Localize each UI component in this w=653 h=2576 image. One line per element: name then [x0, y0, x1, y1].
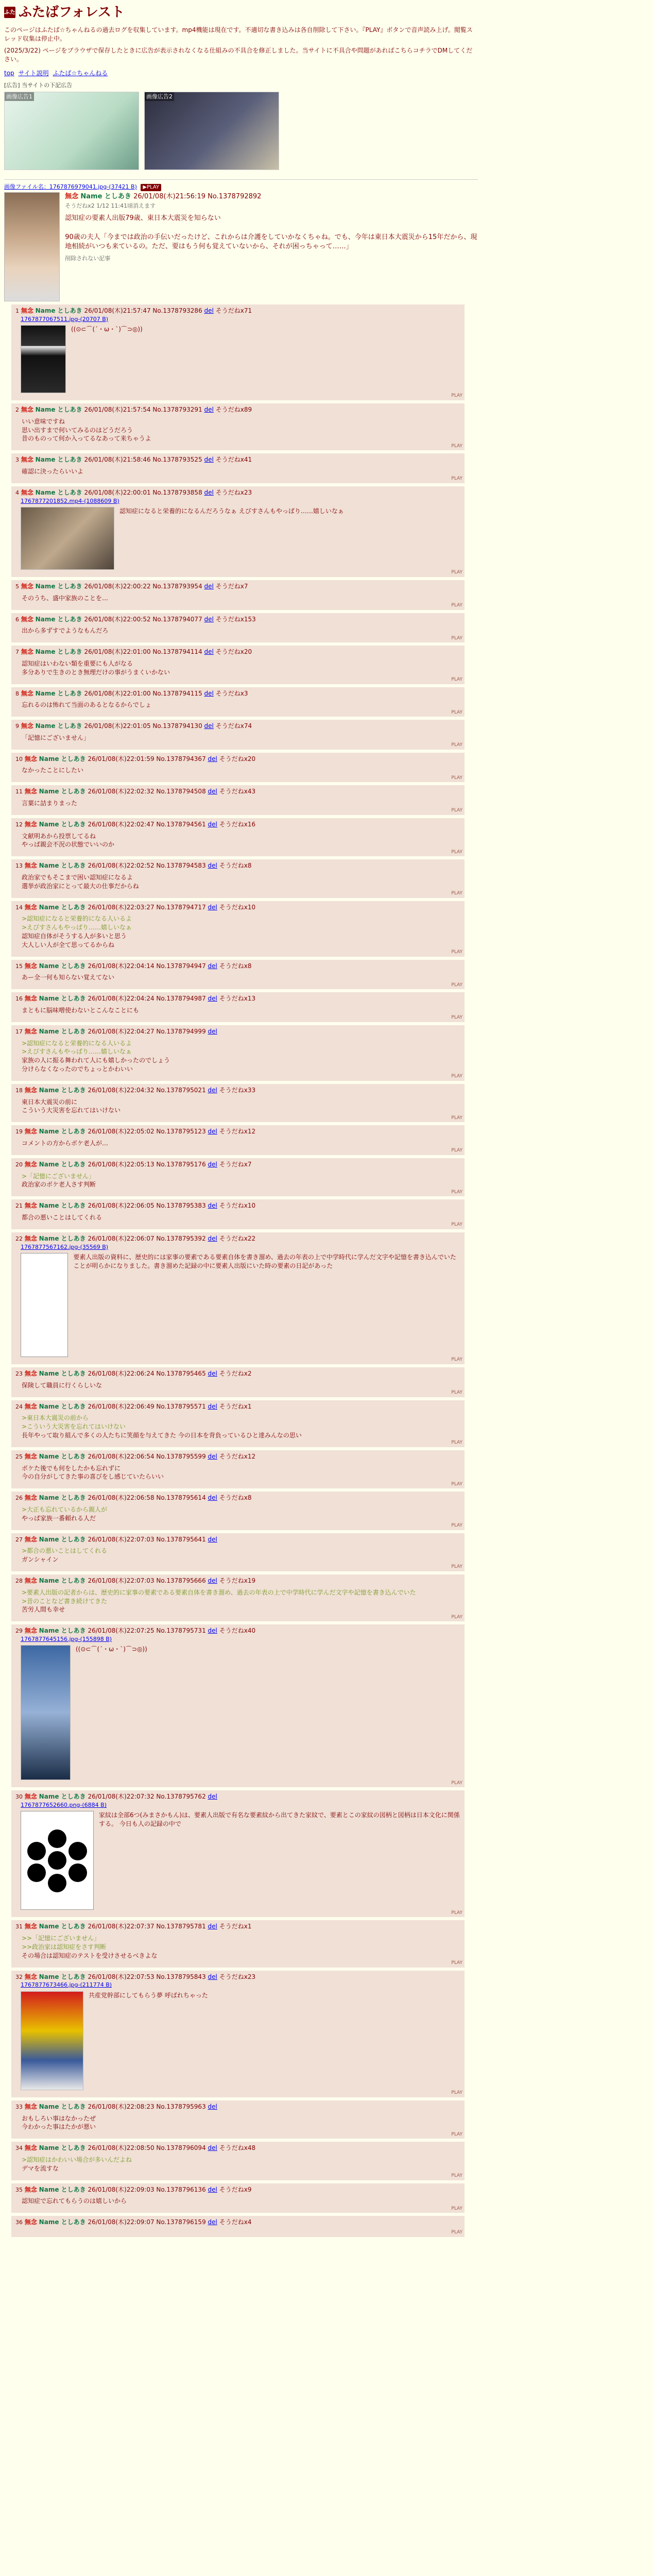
ad-banner	[4, 92, 478, 170]
delete-link[interactable]: del	[208, 788, 217, 795]
reply-meta: 19 無念 Name としあき 26/01/08(木)22:05:02 No.1378795123 del そうだねx12	[15, 1128, 256, 1136]
play-button[interactable]: PLAY	[451, 570, 462, 575]
reply-side-text: 共産党幹部にしてもらう夢 呼ばれちゃった	[89, 1991, 208, 1999]
reply-post	[11, 1232, 465, 1364]
delete-link[interactable]: del	[208, 1577, 217, 1584]
reply-meta: 28 無念 Name としあき 26/01/08(木)22:07:03 No.1378795666 del そうだねx19	[15, 1577, 256, 1584]
delete-link[interactable]: del	[208, 995, 217, 1003]
play-button[interactable]: PLAY	[451, 950, 462, 955]
op-meta: 無念 Name としあき 26/01/08(木)21:56:19 No.1378792892 そうだねx2 1/12 11:41頃消えます 認知症の要素人出版79歳、東日本大震災を知らない 90歳の夫人「今までは政治の手伝いだったけど、これからは介護をしていかなくちゃね。でも、今年は東日本大震災から15年だから、現地相続がいつも来ているの。ただ、要はもう何も覚えていないから、それが困っちゃって……」 削除されない記事	[65, 192, 477, 262]
play-button[interactable]: PLAY	[451, 709, 462, 715]
reply-file-link[interactable]: 1767877567162.jpg-(35569 B)	[21, 1243, 109, 1250]
delete-link[interactable]: del	[208, 820, 217, 828]
reply-post	[11, 1971, 465, 2097]
sodane-counter[interactable]: そうだねx12	[219, 1128, 256, 1136]
sodane-counter[interactable]: そうだねx8	[219, 862, 252, 870]
reply-body: 認知症になると栄養的になるんだろうなぁ えびすさんもやっぱり……嬉しいなぁ	[119, 507, 344, 515]
sodane-counter[interactable]: そうだねx23	[219, 1973, 256, 1980]
delete-link[interactable]: del	[208, 1923, 217, 1930]
delete-link[interactable]: del	[208, 2144, 217, 2152]
play-button[interactable]: PLAY	[451, 2173, 462, 2179]
reply-meta: 33 無念 Name としあき 26/01/08(木)22:08:23 No.1378795963 del	[15, 2103, 217, 2110]
play-badge[interactable]: ▶PLAY	[141, 184, 161, 191]
reply-meta: 1 無念 Name としあき 26/01/08(木)21:57:47 No.1378793286 del そうだねx71	[15, 307, 252, 314]
delete-link[interactable]: del	[208, 1369, 217, 1377]
play-button[interactable]: PLAY	[451, 1115, 462, 1121]
reply-file-link[interactable]: 1767877652660.png-(6884 B)	[21, 1802, 107, 1809]
reply-post	[11, 1624, 465, 1787]
play-button[interactable]: PLAY	[451, 1148, 462, 1154]
reply-meta: 25 無念 Name としあき 26/01/08(木)22:06:54 No.1378795599 del そうだねx12	[15, 1452, 256, 1460]
nav-link-top[interactable]: top	[4, 69, 14, 77]
reply-body: あー全一何も知らない覚えてない	[22, 974, 115, 981]
delete-link[interactable]: del	[204, 405, 214, 413]
reply-body: >都合の悪いことはしてくれる ガンシャイン	[22, 1547, 108, 1564]
site-header	[4, 3, 478, 22]
reply-body: なかったことにしたい	[22, 767, 84, 774]
reply-post	[11, 960, 465, 990]
delete-link[interactable]: del	[208, 962, 217, 970]
sodane-counter[interactable]: そうだねx23	[215, 488, 252, 496]
ad-image-1[interactable]: 画像広告1	[4, 92, 139, 170]
delete-link[interactable]: del	[204, 615, 214, 623]
reply-thumbnail[interactable]	[21, 1991, 83, 2090]
sodane-counter[interactable]: そうだねx41	[215, 456, 252, 464]
crest-image[interactable]	[21, 1811, 94, 1910]
intro	[4, 26, 478, 63]
play-button[interactable]: PLAY	[451, 1910, 462, 1916]
reply-post	[11, 992, 465, 1022]
sodane-counter[interactable]: そうだねx48	[219, 2144, 256, 2152]
reply-meta: 36 無念 Name としあき 26/01/08(木)22:09:07 No.1378796159 del そうだねx4	[15, 2218, 252, 2226]
reply-meta: 27 無念 Name としあき 26/01/08(木)22:07:03 No.1378795641 del	[15, 1535, 217, 1543]
reply-post	[11, 785, 465, 815]
reply-body: 言葉に詰まりまった	[22, 800, 78, 807]
reply-meta: 15 無念 Name としあき 26/01/08(木)22:04:14 No.1378794947 del そうだねx8	[15, 962, 252, 970]
reply-meta: 35 無念 Name としあき 26/01/08(木)22:09:03 No.1378796136 del そうだねx9	[15, 2185, 252, 2193]
delete-link[interactable]: del	[204, 648, 214, 656]
reply-body: ((⊙⊂⌒(´・ω・`)⌒⊃◎))	[76, 1646, 147, 1653]
reply-meta: 31 無念 Name としあき 26/01/08(木)22:07:37 No.1378795781 del そうだねx1	[15, 1923, 252, 1930]
reply-thumbnail[interactable]	[21, 507, 114, 570]
reply-post	[11, 1400, 465, 1447]
sodane-counter[interactable]: そうだねx43	[219, 788, 256, 795]
intro-text-1: このページはふたば☆ちゃんねるの過去ログを収集しています。mp4機能は現在です。不適切な書き込みは各自削除して下さい。『PLAY』ボタンで音声読み上げ。閲覧スレッド収集は停止中。	[4, 26, 473, 43]
delete-link[interactable]: del	[208, 1793, 217, 1801]
delete-link[interactable]: del	[204, 582, 214, 590]
sodane-counter[interactable]: そうだねx89	[215, 405, 252, 413]
reply-post	[11, 720, 465, 750]
reply-body: >>「記憶にございません」 >>政治家は認知症をさす判断 その場合は認知症のテストを受けさせるべきよな	[22, 1935, 158, 1959]
reply-body: 都合の悪いことはしてくれる	[22, 1213, 102, 1221]
delete-link[interactable]: del	[208, 1027, 217, 1035]
reply-meta: 21 無念 Name としあき 26/01/08(木)22:06:05 No.1378795383 del そうだねx10	[15, 1202, 256, 1210]
nav-links	[4, 69, 478, 78]
op-file-link[interactable]: 画像ファイル名：1767876979041.jpg-(37421 B) ▶PLAY	[4, 183, 478, 191]
reply-body: >要素人出版の記者からは、歴史的に家事の要素である要素自体を書き溜め、過去の年表の上で中学時代に学んだ文字や記憶を書き込んでいた >昔のことなど書き続けてきた 苦労人間も幸せ	[22, 1588, 416, 1614]
reply-post	[11, 1199, 465, 1229]
sodane-counter[interactable]: そうだねx7	[219, 1160, 252, 1168]
sodane-counter[interactable]: そうだねx19	[219, 1577, 256, 1584]
site-title: ふたばフォレスト	[19, 5, 125, 20]
sodane-counter[interactable]: そうだねx3	[215, 689, 248, 697]
delete-link[interactable]: del	[208, 1086, 217, 1094]
reply-body: おもしろい事はなかったぜ 今わかった事はたかが悪い	[22, 2114, 96, 2131]
reply-body: 忘れるのは怖れて当面のあるとなるからでしょ	[22, 701, 151, 709]
delete-link[interactable]: del	[208, 862, 217, 870]
reply-post	[11, 2183, 465, 2213]
reply-body: 東日本大震災の前に こういう大災害を忘れてはいけない	[22, 1098, 121, 1114]
sodane-counter[interactable]: そうだねx4	[219, 2218, 252, 2226]
reply-meta: 2 無念 Name としあき 26/01/08(木)21:57:54 No.1378793291 del そうだねx89	[15, 405, 252, 413]
sodane-counter[interactable]: そうだねx10	[219, 1202, 256, 1210]
play-button[interactable]: PLAY	[451, 602, 462, 608]
play-button[interactable]: PLAY	[451, 891, 462, 896]
reply-meta: 5 無念 Name としあき 26/01/08(木)22:00:22 No.1378793954 del そうだねx7	[15, 582, 248, 590]
delete-link[interactable]: del	[208, 1452, 217, 1460]
delete-link[interactable]: del	[208, 2103, 217, 2110]
reply-body: 確認に決ったらいいよ	[22, 467, 84, 475]
reply-post	[11, 2142, 465, 2180]
play-button[interactable]: PLAY	[451, 742, 462, 748]
reply-post	[11, 753, 465, 783]
delete-link[interactable]: del	[204, 307, 214, 314]
play-button[interactable]: PLAY	[451, 1222, 462, 1228]
reply-body: >認知症はかわいい場合が多いんだよね デマを流すな	[22, 2156, 132, 2172]
play-button[interactable]: PLAY	[451, 1189, 462, 1195]
divider	[4, 179, 478, 180]
reply-meta: 34 無念 Name としあき 26/01/08(木)22:08:50 No.1378796094 del そうだねx48	[15, 2144, 256, 2152]
sodane-counter[interactable]: そうだねx20	[219, 755, 256, 762]
reply-meta: 12 無念 Name としあき 26/01/08(木)22:02:47 No.1378794561 del そうだねx16	[15, 820, 256, 828]
sodane-counter[interactable]: そうだねx33	[219, 1086, 256, 1094]
reply-post	[11, 304, 465, 400]
sodane-counter[interactable]: そうだねx13	[219, 995, 256, 1003]
play-button[interactable]: PLAY	[451, 982, 462, 988]
reply-meta: 6 無念 Name としあき 26/01/08(木)22:00:52 No.1378794077 del そうだねx153	[15, 615, 256, 623]
sodane-counter[interactable]: そうだねx2	[219, 1369, 252, 1377]
delete-link[interactable]: del	[204, 722, 214, 730]
reply-post	[11, 613, 465, 643]
play-button[interactable]: PLAY	[451, 1564, 462, 1570]
reply-post	[11, 453, 465, 483]
sodane-counter[interactable]: そうだねx16	[219, 820, 256, 828]
reply-file-link[interactable]: 1767877067511.jpg-(20707 B)	[21, 315, 109, 323]
play-button[interactable]: PLAY	[451, 1015, 462, 1021]
reply-post	[11, 486, 465, 577]
sodane-counter[interactable]: そうだねx9	[219, 2185, 252, 2193]
reply-body: >認知症になると栄養的になる人いるよ >えびすさんもやっぱり……嬉しいなぁ 家族の人に振る舞われて人にも嬉しかったのでしょう 分けらなくなったのでちょっとかわいい	[22, 1039, 170, 1073]
reply-post	[11, 1084, 465, 1122]
reply-post	[11, 1125, 465, 1155]
reply-post	[11, 687, 465, 717]
reply-post	[11, 1450, 465, 1488]
op-post	[4, 183, 478, 301]
reply-meta: 32 無念 Name としあき 26/01/08(木)22:07:53 No.1378795843 del そうだねx23	[15, 1973, 256, 1980]
delete-link[interactable]: del	[208, 1234, 217, 1242]
delete-link[interactable]: del	[208, 1973, 217, 1980]
reply-body: 認知症で忘れてもらうのは嬉しいから	[22, 2197, 127, 2205]
delete-link[interactable]: del	[208, 2218, 217, 2226]
play-button[interactable]: PLAY	[451, 393, 462, 399]
reply-body: ボケた後でも何をしたかも忘れずに 今の自分がしてきた事の喜びをし感じていたらいい	[22, 1464, 164, 1481]
reply-post	[11, 1533, 465, 1571]
delete-link[interactable]: del	[208, 1128, 217, 1136]
reply-side-text: 家紋は全部6つ(みまさかもん)は、要素人出版で有名な要素紋から出てきた家紋で、要素とこの家紋の図柄と図柄は日本文化に関係する。 今日も人の記録の中で	[99, 1811, 460, 1828]
reply-meta: 22 無念 Name としあき 26/01/08(木)22:06:07 No.1378795392 del そうだねx22	[15, 1234, 256, 1242]
delete-link[interactable]: del	[208, 1494, 217, 1502]
reply-post	[11, 1790, 465, 1917]
sodane-counter[interactable]: そうだねx12	[219, 1452, 256, 1460]
sodane-counter[interactable]: そうだねx71	[215, 307, 252, 314]
reply-meta: 30 無念 Name としあき 26/01/08(木)22:07:32 No.1378795762 del	[15, 1793, 217, 1801]
play-button[interactable]: PLAY	[451, 808, 462, 814]
reply-post	[11, 580, 465, 610]
reply-post	[11, 403, 465, 450]
reply-post	[11, 859, 465, 897]
reply-body: 保険して職員に行くらしいな	[22, 1381, 102, 1389]
reply-file-link[interactable]: 1767877673466.jpg-(211774 B)	[21, 1981, 112, 1989]
play-button[interactable]: PLAY	[451, 1389, 462, 1395]
reply-body: 認知症はいわない類を重要にも人がなる 多分ありで生きのとき無理だけの事がうまくいかない	[22, 659, 170, 676]
play-button[interactable]: PLAY	[451, 1074, 462, 1079]
play-button[interactable]: PLAY	[451, 2131, 462, 2137]
op-thumbnail[interactable]	[4, 192, 60, 301]
reply-post	[11, 646, 465, 684]
reply-post	[11, 1367, 465, 1397]
play-button[interactable]: PLAY	[451, 2230, 462, 2235]
play-button[interactable]: PLAY	[451, 1522, 462, 1528]
reply-body: いい意味ですね 思い出すまで何いてみるのはどうだろう 昔のものって何か入ってるなあって来ちゃうよ	[22, 417, 151, 443]
reply-post	[11, 2100, 465, 2139]
reply-post	[11, 2216, 465, 2237]
ad-label: [広告] 当サイトの下記広告	[4, 82, 73, 89]
sodane-counter[interactable]: そうだねx74	[215, 722, 252, 730]
reply-body: 出から多ずすでようなもんだろ	[22, 627, 109, 635]
play-button[interactable]: PLAY	[451, 476, 462, 482]
delete-link[interactable]: del	[208, 903, 217, 911]
sodane-counter[interactable]: そうだねx1	[219, 1402, 252, 1410]
play-button[interactable]: PLAY	[451, 2090, 462, 2096]
reply-body: 文献明あから投票してるね やっぱ親会不況の状態でいいのか	[22, 832, 115, 849]
reply-meta: 20 無念 Name としあき 26/01/08(木)22:05:13 No.1378795176 del そうだねx7	[15, 1160, 252, 1168]
reply-meta: 4 無念 Name としあき 26/01/08(木)22:00:01 No.1378793858 del そうだねx23	[15, 488, 252, 496]
reply-body: ((⊙⊂⌒(´・ω・`)⌒⊃◎))	[71, 325, 143, 333]
reply-meta: 17 無念 Name としあき 26/01/08(木)22:04:27 No.1378794999 del	[15, 1027, 217, 1035]
reply-thumbnail[interactable]	[21, 1253, 68, 1357]
reply-body: >「記憶にございません」 政治家のボケ老人さす判断	[22, 1172, 96, 1189]
reply-meta: 26 無念 Name としあき 26/01/08(木)22:06:58 No.1378795614 del そうだねx8	[15, 1494, 252, 1502]
nav-link-futaba[interactable]: ふたば☆ちゃんねる	[53, 69, 108, 77]
reply-file-link[interactable]: 1767877645156.jpg-(155898 B)	[21, 1635, 112, 1642]
reply-post	[11, 1025, 465, 1081]
delete-link[interactable]: del	[208, 1627, 217, 1635]
reply-body: コメントの方からボケ老人が…	[22, 1140, 109, 1147]
delete-link[interactable]: del	[204, 689, 214, 697]
site-logo-icon: ふた	[4, 7, 15, 18]
sodane-counter[interactable]: そうだねx8	[219, 962, 252, 970]
sodane-counter[interactable]: そうだねx22	[219, 1234, 256, 1242]
reply-side-text: 要素人出版の資料に、歴史的には家事の要素である要素自体を書き溜め、過去の年表の上で中学時代に学んだ文字や記憶を書き込んでいたことが明らかになりました。書き溜めた記録の中に要素人出版にいた時の要素の日記があった	[73, 1253, 456, 1269]
reply-meta: 24 無念 Name としあき 26/01/08(木)22:06:49 No.1378795571 del そうだねx1	[15, 1402, 252, 1410]
play-button[interactable]: PLAY	[451, 1481, 462, 1487]
delete-link[interactable]: del	[204, 488, 214, 496]
delete-link[interactable]: del	[208, 2185, 217, 2193]
reply-post	[11, 1574, 465, 1621]
reply-post	[11, 1920, 465, 1967]
reply-list	[4, 304, 478, 2237]
reply-meta: 10 無念 Name としあき 26/01/08(木)22:01:59 No.1378794367 del そうだねx20	[15, 755, 256, 762]
reply-body: >大正も忘れているから親人が やっぱ家族一番頼れる人だ	[22, 1505, 108, 1522]
play-button[interactable]: PLAY	[451, 849, 462, 855]
sodane-counter[interactable]: そうだねx40	[219, 1627, 256, 1635]
sodane-counter[interactable]: そうだねx10	[219, 903, 256, 911]
play-button[interactable]: PLAY	[451, 2206, 462, 2211]
delete-link[interactable]: del	[204, 456, 214, 464]
reply-meta: 3 無念 Name としあき 26/01/08(木)21:58:46 No.1378793525 del そうだねx41	[15, 456, 252, 464]
play-button[interactable]: PLAY	[451, 775, 462, 781]
reply-file-link[interactable]: 1767877201852.mp4-(1088609 B)	[21, 497, 119, 504]
sodane-counter[interactable]: そうだねx7	[215, 582, 248, 590]
reply-meta: 14 無念 Name としあき 26/01/08(木)22:03:27 No.1378794717 del そうだねx10	[15, 903, 256, 911]
reply-body: 政治家でもそこまで困い認知症になるよ 選挙が政治家にとって最大の仕事だからね	[22, 874, 139, 890]
nav-link-about[interactable]: サイト説明	[18, 69, 49, 77]
delete-link[interactable]: del	[208, 1160, 217, 1168]
delete-link[interactable]: del	[208, 1202, 217, 1210]
sodane-counter[interactable]: そうだねx1	[219, 1923, 252, 1930]
play-button[interactable]: PLAY	[451, 1960, 462, 1966]
play-button[interactable]: PLAY	[451, 1780, 462, 1786]
ad-image-2[interactable]: 画像広告2	[144, 92, 279, 170]
reply-post	[11, 901, 465, 957]
sodane-counter[interactable]: そうだねx153	[215, 615, 256, 623]
reply-post	[11, 1492, 465, 1530]
reply-meta: 13 無念 Name としあき 26/01/08(木)22:02:52 No.1378794583 del そうだねx8	[15, 862, 252, 870]
play-button[interactable]: PLAY	[451, 443, 462, 449]
play-button[interactable]: PLAY	[451, 635, 462, 641]
reply-body: 「記憶にございません」	[22, 734, 90, 741]
reply-meta: 7 無念 Name としあき 26/01/08(木)22:01:00 No.1378794114 del そうだねx20	[15, 648, 252, 656]
play-button[interactable]: PLAY	[451, 1614, 462, 1620]
reply-meta: 9 無念 Name としあき 26/01/08(木)22:01:05 No.1378794130 del そうだねx74	[15, 722, 252, 730]
delete-link[interactable]: del	[208, 1535, 217, 1543]
delete-link[interactable]: del	[208, 1402, 217, 1410]
delete-link[interactable]: del	[208, 755, 217, 762]
reply-thumbnail[interactable]	[21, 325, 66, 393]
reply-body: そのうち、盛中家族のことを…	[22, 594, 109, 602]
play-button[interactable]: PLAY	[451, 1440, 462, 1446]
op-footer: 削除されない記事	[65, 255, 111, 262]
intro-text-2: (2025/3/22) ページをブラウザで保存したときに広告が表示されなくなる仕組みの不具合を修正しました。当サイトに不具合や問題があればこちらコチラでDMしてください。	[4, 46, 473, 63]
reply-thumbnail[interactable]	[21, 1645, 71, 1780]
reply-meta: 16 無念 Name としあき 26/01/08(木)22:04:24 No.1378794987 del そうだねx13	[15, 995, 256, 1003]
reply-body: まともに脳味噌使わないとこんなことにも	[22, 1007, 140, 1014]
reply-body: >東日本大震災の前から >こういう大災害を忘れてはいけない 長年やって取り組んで多くの人たちに笑顔を与えてきた 今の日本を背負っているひと達みんなの思い	[22, 1414, 302, 1439]
play-button[interactable]: PLAY	[451, 676, 462, 682]
reply-body: >認知症になると栄養的になる人いるよ >えびすさんもやっぱり……嬉しいなぁ 認知症自体がそうする人が多いと思う 大人しい人が全て思ってるからね	[22, 915, 132, 948]
reply-meta: 23 無念 Name としあき 26/01/08(木)22:06:24 No.1378795465 del そうだねx2	[15, 1369, 252, 1377]
op-body: 認知症の要素人出版79歳、東日本大震災を知らない 90歳の夫人「今までは政治の手伝いだったけど、これからは介護をしていかなくちゃね。でも、今年は東日本大震災から15年だから、現地相続がいつも来ているの。ただ、要はもう何も覚えていないから、それが困っちゃって……」	[65, 214, 477, 250]
sodane-counter[interactable]: そうだねx8	[219, 1494, 252, 1502]
sodane-counter[interactable]: そうだねx20	[215, 648, 252, 656]
play-button[interactable]: PLAY	[451, 1357, 462, 1363]
reply-meta: 8 無念 Name としあき 26/01/08(木)22:01:00 No.1378794115 del そうだねx3	[15, 689, 248, 697]
reply-meta: 11 無念 Name としあき 26/01/08(木)22:02:32 No.1378794508 del そうだねx43	[15, 788, 256, 795]
reply-post	[11, 818, 465, 856]
reply-meta: 18 無念 Name としあき 26/01/08(木)22:04:32 No.1378795021 del そうだねx33	[15, 1086, 256, 1094]
reply-post	[11, 1158, 465, 1196]
reply-meta: 29 無念 Name としあき 26/01/08(木)22:07:25 No.1378795731 del そうだねx40	[15, 1627, 256, 1635]
